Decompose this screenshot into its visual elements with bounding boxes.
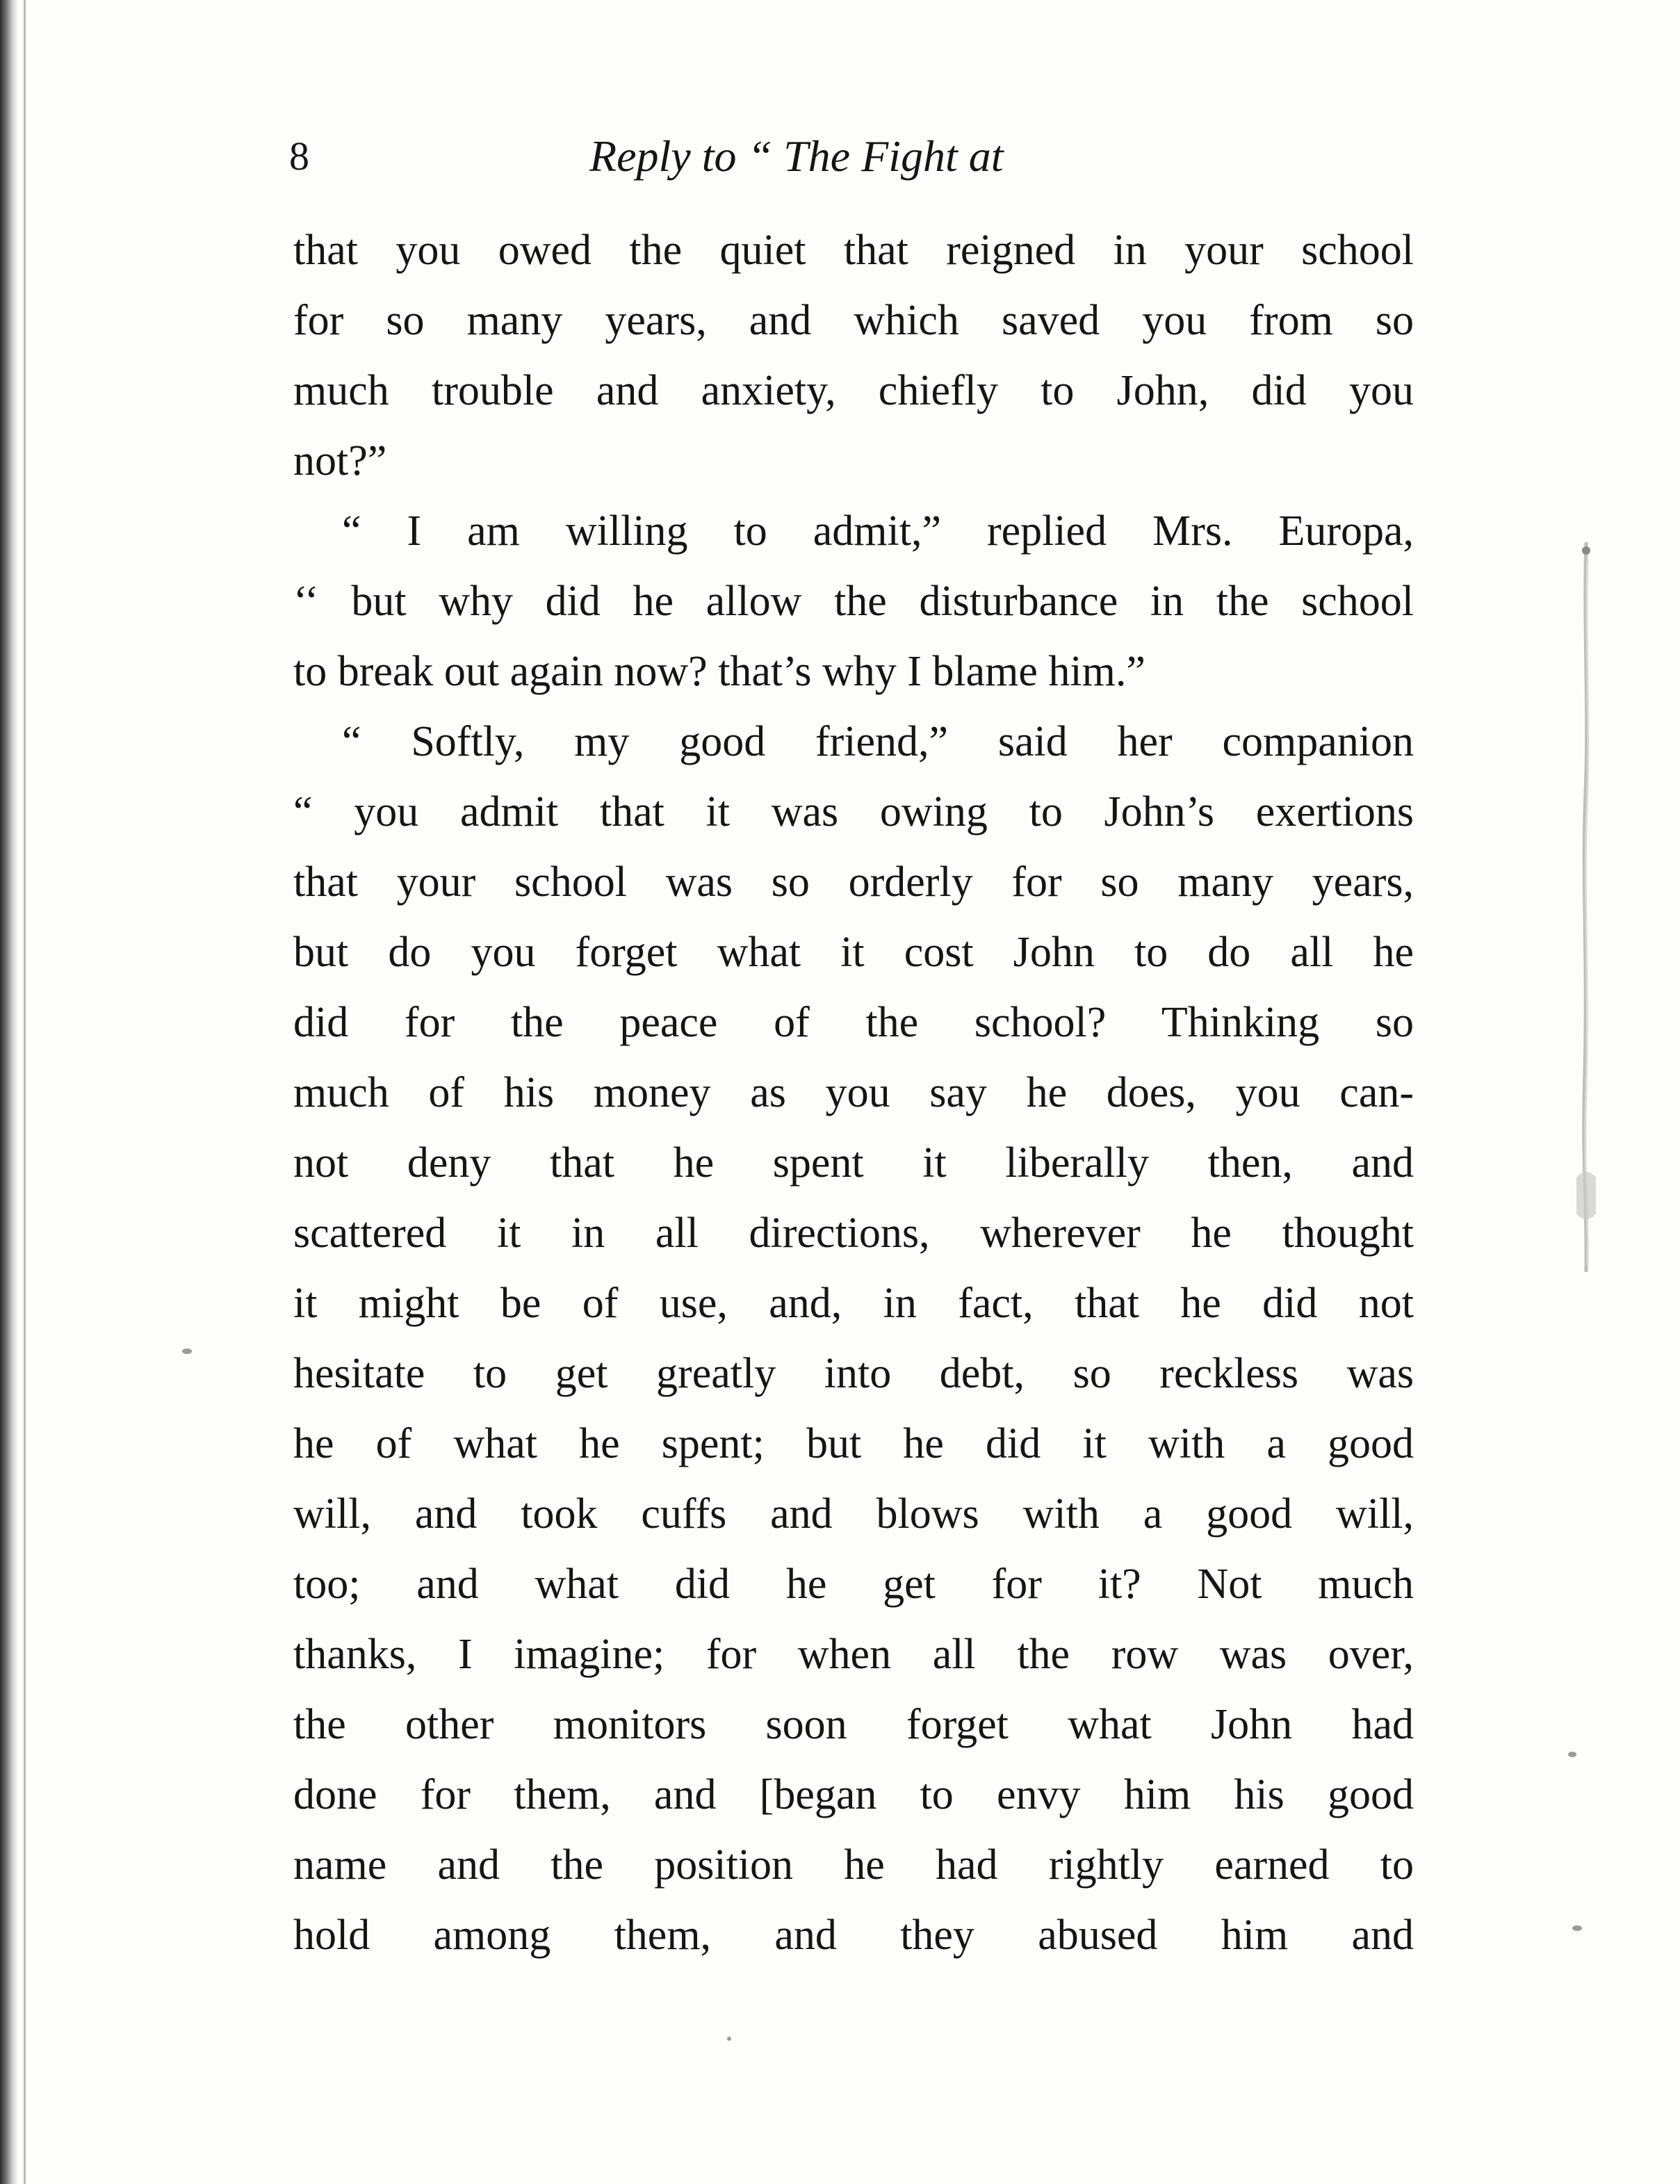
- text-line: to break out again now? that’s why I blame him.”: [293, 648, 1145, 695]
- text-line: but do you forget what it cost John to do all he: [293, 929, 1414, 976]
- ink-speck: [727, 2037, 731, 2041]
- text-line: the other monitors soon forget what John had: [293, 1701, 1414, 1748]
- text-line: “ you admit that it was owing to John’s exertions: [293, 788, 1414, 836]
- ink-speck: [182, 1348, 192, 1354]
- page-gutter-shadow: [0, 0, 18, 2184]
- text-line: he of what he spent; but he did it with a good: [293, 1420, 1414, 1467]
- text-line: too; and what did he get for it? Not much: [293, 1560, 1414, 1608]
- text-line: it might be of use, and, in fact, that he did not: [293, 1280, 1414, 1327]
- page-edge-rule: [24, 0, 26, 2184]
- text-line: thanks, I imagine; for when all the row was over,: [293, 1631, 1414, 1678]
- text-line: name and the position he had rightly earned to: [293, 1841, 1414, 1889]
- text-line: scattered it in all directions, wherever he thought: [293, 1209, 1414, 1257]
- page-number: 8: [289, 133, 309, 179]
- text-line: not deny that he spent it liberally then, and: [293, 1139, 1414, 1187]
- page-header: [289, 125, 1415, 188]
- running-head: Reply to “ The Fight at: [589, 131, 1004, 181]
- text-line: that your school was so orderly for so many years,: [293, 858, 1414, 906]
- binding-thread: [1576, 542, 1596, 1272]
- text-line: not?”: [293, 437, 387, 484]
- body-text: [293, 215, 1414, 1971]
- text-line: “ I am willing to admit,” replied Mrs. Europa,: [342, 507, 1414, 555]
- text-line: hold among them, and they abused him and: [293, 1912, 1414, 1959]
- text-line: for so many years, and which saved you from so: [293, 297, 1414, 344]
- text-line: that you owed the quiet that reigned in your school: [293, 227, 1414, 274]
- text-line: hesitate to get greatly into debt, so reckless was: [293, 1350, 1414, 1397]
- text-line: will, and took cuffs and blows with a good will,: [293, 1490, 1414, 1538]
- text-line: much trouble and anxiety, chiefly to John, did you: [293, 367, 1414, 414]
- text-line: done for them, and [began to envy him his good: [293, 1771, 1414, 1818]
- text-line: “ Softly, my good friend,” said her companion: [342, 718, 1414, 765]
- text-line: ‘‘ but why did he allow the disturbance in the school: [293, 578, 1414, 625]
- ink-speck: [1568, 1752, 1576, 1757]
- text-line: did for the peace of the school? Thinking so: [293, 999, 1414, 1046]
- text-line: much of his money as you say he does, you can-: [293, 1069, 1414, 1116]
- ink-speck: [1572, 1925, 1582, 1931]
